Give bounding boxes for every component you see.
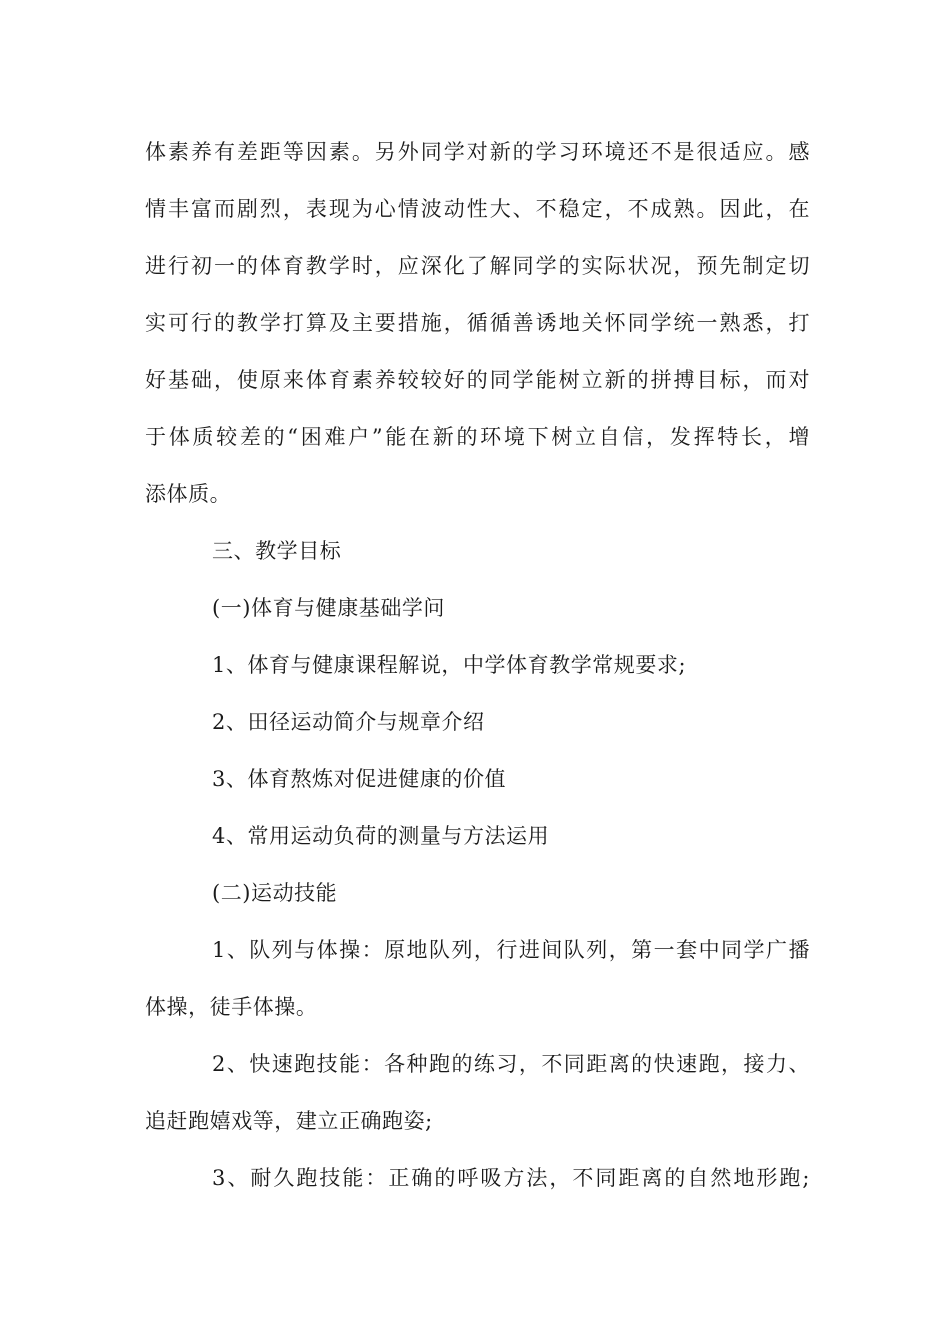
section-heading: 三、教学目标 xyxy=(212,539,342,563)
list-item: 4、常用运动负荷的测量与方法运用 xyxy=(212,824,550,848)
subsection-heading: (二)运动技能 xyxy=(212,881,338,905)
list-item: 2、快速跑技能：各种跑的练习，不同距离的快速跑，接力、 xyxy=(212,1052,810,1076)
list-item-continuation: 追赶跑嬉戏等，建立正确跑姿; xyxy=(145,1109,433,1133)
list-item-continuation: 体操，徒手体操。 xyxy=(145,995,318,1019)
paragraph-line: 好基础，使原来体育素养较较好的同学能树立新的拼搏目标，而对 xyxy=(145,368,810,392)
paragraph-line: 实可行的教学打算及主要措施，循循善诱地关怀同学统一熟悉，打 xyxy=(145,311,810,335)
paragraph-line: 于体质较差的“困难户”能在新的环境下树立自信，发挥特长，增 xyxy=(145,425,810,449)
paragraph-line: 进行初一的体育教学时，应深化了解同学的实际状况，预先制定切 xyxy=(145,254,810,278)
list-item: 1、体育与健康课程解说，中学体育教学常规要求; xyxy=(212,653,687,677)
list-item: 3、耐久跑技能：正确的呼吸方法，不同距离的自然地形跑; xyxy=(212,1166,810,1190)
paragraph-line: 体素养有差距等因素。另外同学对新的学习环境还不是很适应。感 xyxy=(145,140,810,164)
list-item: 3、体育熬炼对促进健康的价值 xyxy=(212,767,507,791)
subsection-heading: (一)体育与健康基础学问 xyxy=(212,596,445,620)
list-item: 1、队列与体操：原地队列，行进间队列，第一套中同学广播 xyxy=(212,938,810,962)
list-item: 2、田径运动简介与规章介绍 xyxy=(212,710,485,734)
paragraph-line: 添体质。 xyxy=(145,482,232,506)
paragraph-line: 情丰富而剧烈，表现为心情波动性大、不稳定，不成熟。因此，在 xyxy=(145,197,810,221)
